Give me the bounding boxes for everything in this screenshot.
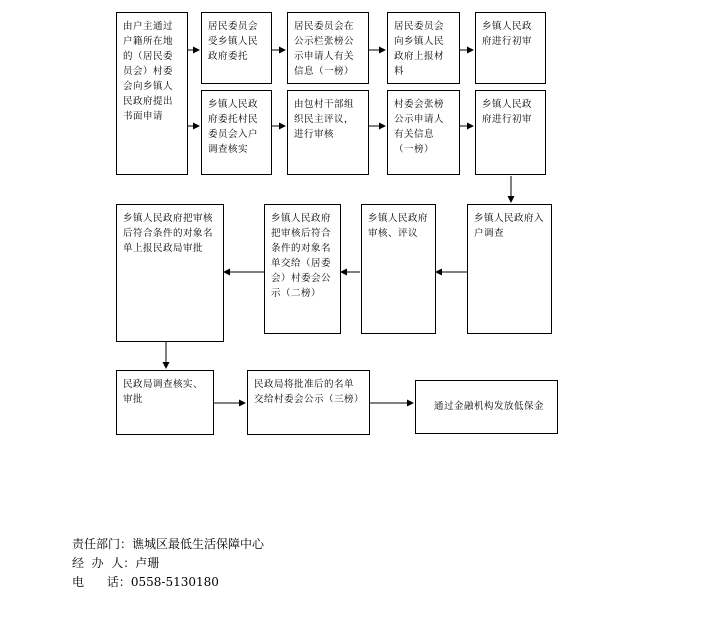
phone-label: 电 话： <box>72 575 131 589</box>
box-township-review-evaluation: 乡镇人民政府审核、评议 <box>361 204 436 334</box>
handler-label: 经 办 人： <box>72 556 136 570</box>
box-neighborhood-committee-entrusted: 居民委员会受乡镇人民政府委托 <box>201 12 272 84</box>
box-township-preliminary-review-2: 乡镇人民政府进行初审 <box>475 90 546 175</box>
box-township-household-survey: 乡镇人民政府入户调查 <box>467 204 552 334</box>
footer-handler <box>72 554 159 572</box>
box-second-publicity: 乡镇人民政府把审核后符合条件的对象名单交给（居委会）村委会公示（二榜） <box>264 204 341 334</box>
phone-value: 0558-5130180 <box>130 575 219 589</box>
box-neighborhood-committee-publicity: 居民委员会在公示栏张榜公示申请人有关信息（一榜） <box>287 12 369 84</box>
box-third-publicity: 民政局将批准后的名单交给村委会公示（三榜） <box>247 370 370 435</box>
box-issue-allowance: 通过金融机构发放低保金 <box>415 380 558 434</box>
box-township-preliminary-review-1: 乡镇人民政府进行初审 <box>475 12 546 84</box>
box-civil-affairs-approval: 民政局调查核实、审批 <box>116 370 214 435</box>
footer-phone <box>72 573 219 591</box>
box-democratic-evaluation: 由包村干部组织民主评议，进行审核 <box>287 90 369 175</box>
box-neighborhood-committee-report: 居民委员会向乡镇人民政府上报材料 <box>387 12 460 84</box>
handler-value: 卢珊 <box>135 556 160 570</box>
box-township-report-to-civil-affairs: 乡镇人民政府把审核后符合条件的对象名单上报民政局审批 <box>116 204 224 342</box>
footer-department <box>72 535 264 553</box>
department-value: 谯城区最低生活保障中心 <box>132 537 265 551</box>
box-application-start: 由户主通过户籍所在地的（居民委员会）村委会向乡镇人民政府提出书面申请 <box>116 12 188 175</box>
department-label: 责任部门： <box>72 537 133 551</box>
box-village-committee-investigation: 乡镇人民政府委托村民委员会入户调查核实 <box>201 90 272 175</box>
box-village-committee-publicity: 村委会张榜公示申请人有关信息（一榜） <box>387 90 460 175</box>
